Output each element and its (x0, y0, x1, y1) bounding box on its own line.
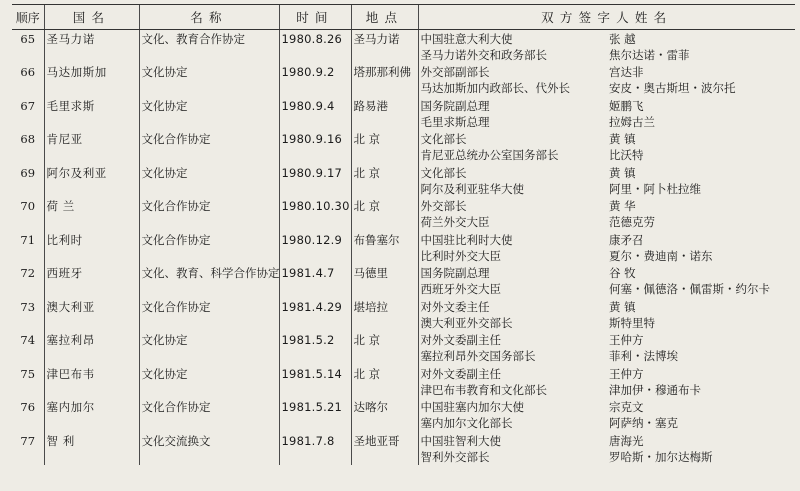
signatory-line (421, 265, 794, 281)
table-row (12, 365, 795, 399)
signatory-title: 比利时外交大臣 (420, 248, 501, 263)
signatory-person: 黄 华 (609, 199, 636, 213)
cell-signatories (418, 63, 795, 97)
signatory-title: 国务院副总理 (420, 266, 490, 280)
signatory-title: 智利外交部长 (420, 449, 490, 464)
signatory-title: 中国驻比利时大使 (420, 232, 513, 247)
signatory-line (421, 98, 794, 114)
cell-agreement-name: 文化协定 (139, 365, 279, 399)
signatory-line (421, 198, 794, 214)
signatory-line (421, 131, 794, 147)
table-row (12, 97, 795, 131)
signatory-line (421, 47, 794, 63)
table-row (12, 398, 795, 432)
signatory-title: 西班牙外交大臣 (420, 282, 501, 296)
cell-agreement-name: 文化协定 (139, 331, 279, 365)
table-row (12, 130, 795, 164)
signatory-person: 阿里・阿卜杜拉维 (609, 181, 701, 196)
cell-no: 67 (20, 98, 36, 113)
cell-country: 西班牙 (44, 264, 139, 298)
cell-place: 达喀尔 (351, 398, 418, 432)
signatory-line (421, 114, 794, 130)
cell-date: 1980.8.26 (279, 30, 351, 64)
header-name: 名称 (139, 5, 279, 30)
cell-no: 72 (20, 266, 36, 280)
header-country: 国名 (44, 5, 139, 30)
header-date: 时间 (279, 5, 351, 30)
signatory-person: 黄 镇 (609, 132, 636, 146)
signatory-person: 唐海光 (609, 433, 644, 448)
signatory-person: 宗克文 (609, 400, 644, 414)
signatory-title: 荷兰外交大臣 (420, 215, 490, 229)
signatory-title: 澳大利亚外交部长 (420, 315, 513, 330)
cell-signatories (418, 432, 795, 466)
cell-date: 1981.5.21 (279, 398, 351, 432)
cell-place: 圣地亚哥 (351, 432, 418, 466)
signatory-line (421, 64, 794, 80)
signatory-line (421, 299, 794, 315)
cell-country: 阿尔及利亚 (44, 164, 139, 198)
signatory-line (421, 232, 794, 248)
signatory-line (421, 181, 794, 197)
cell-signatories (418, 331, 795, 365)
cell-agreement-name: 文化协定 (139, 97, 279, 131)
cell-signatories (418, 298, 795, 332)
cell-country: 肯尼亚 (44, 130, 139, 164)
cell-place: 北 京 (351, 365, 418, 399)
cell-date: 1980.9.17 (279, 164, 351, 198)
signatory-title: 津巴布韦教育和文化部长 (420, 382, 547, 397)
cell-agreement-name: 文化交流换文 (139, 432, 279, 466)
cultural-agreements-table (12, 4, 795, 465)
signatory-line (421, 248, 794, 264)
cell-date: 1981.5.14 (279, 365, 351, 399)
cell-no: 71 (20, 232, 36, 247)
cell-agreement-name: 文化协定 (139, 164, 279, 198)
cell-place: 堪培拉 (351, 298, 418, 332)
cell-date: 1980.9.16 (279, 130, 351, 164)
signatory-line (421, 449, 794, 465)
signatory-person: 斯特里特 (609, 315, 655, 330)
header-signatories: 双方签字人姓名 (418, 5, 795, 30)
cell-no: 76 (20, 400, 36, 414)
signatory-person: 津加伊・穆通布卡 (609, 382, 701, 397)
signatory-person: 王仲方 (609, 366, 644, 381)
signatory-line (421, 433, 794, 449)
cell-no: 68 (20, 132, 36, 146)
table-row (12, 197, 795, 231)
signatory-title: 外交部长 (420, 199, 467, 213)
signatory-person: 菲利・法博埃 (609, 349, 678, 363)
signatory-title: 中国驻意大利大使 (420, 32, 513, 46)
cell-no: 66 (20, 65, 36, 79)
signatory-title: 毛里求斯总理 (420, 114, 490, 129)
header-no: 顺序 (12, 5, 44, 30)
cell-date: 1981.7.8 (279, 432, 351, 466)
signatory-title: 塞拉利昂外交国务部长 (420, 349, 536, 363)
cell-place: 北 京 (351, 197, 418, 231)
signatory-person: 谷 牧 (609, 266, 636, 280)
cell-no: 74 (20, 333, 36, 347)
cell-country: 圣马力诺 (44, 30, 139, 64)
cell-signatories (418, 197, 795, 231)
table-row (12, 331, 795, 365)
signatory-person: 何塞・佩德洛・佩雷斯・约尔卡 (609, 282, 770, 296)
cell-place: 北 京 (351, 164, 418, 198)
signatory-person: 安皮・奥古斯坦・波尔托 (609, 81, 736, 95)
cell-country: 津巴布韦 (44, 365, 139, 399)
signatory-line (421, 399, 794, 415)
table-row (12, 231, 795, 265)
table-row (12, 298, 795, 332)
signatory-line (421, 165, 794, 181)
table-body (12, 30, 795, 466)
signatory-person: 黄 镇 (609, 299, 636, 314)
cell-no: 73 (20, 299, 36, 314)
signatory-person: 黄 镇 (609, 165, 636, 180)
signatory-line (421, 332, 794, 348)
cell-date: 1980.9.4 (279, 97, 351, 131)
cell-agreement-name: 文化合作协定 (139, 231, 279, 265)
cell-no: 65 (20, 32, 36, 46)
signatory-line (421, 31, 794, 47)
signatory-person: 范德克劳 (609, 215, 655, 229)
cell-place: 北 京 (351, 130, 418, 164)
cell-agreement-name: 文化、教育、科学合作协定 (139, 264, 279, 298)
cell-signatories (418, 130, 795, 164)
cell-signatories (418, 365, 795, 399)
cell-country: 塞拉利昂 (44, 331, 139, 365)
cell-no: 77 (20, 433, 36, 448)
signatory-title: 对外文委主任 (420, 299, 490, 314)
signatory-line (421, 366, 794, 382)
signatory-title: 中国驻塞内加尔大使 (420, 400, 524, 414)
cell-date: 1981.5.2 (279, 331, 351, 365)
signatory-person: 姬鹏飞 (609, 98, 644, 113)
cell-date: 1980.12.9 (279, 231, 351, 265)
signatory-title: 文化部长 (420, 165, 467, 180)
cell-place: 路易港 (351, 97, 418, 131)
signatory-person: 焦尔达诺・雷菲 (609, 48, 690, 62)
cell-agreement-name: 文化合作协定 (139, 298, 279, 332)
signatory-person: 夏尔・费迪南・诺东 (609, 248, 713, 263)
signatory-line (421, 315, 794, 331)
cell-country: 毛里求斯 (44, 97, 139, 131)
cell-date: 1980.10.30 (279, 197, 351, 231)
signatory-line (421, 214, 794, 230)
table-row (12, 164, 795, 198)
signatory-title: 圣马力诺外交和政务部长 (420, 48, 547, 62)
cell-country: 塞内加尔 (44, 398, 139, 432)
signatory-line (421, 415, 794, 431)
cell-place: 圣马力诺 (351, 30, 418, 64)
cell-signatories (418, 30, 795, 64)
table-row (12, 264, 795, 298)
signatory-person: 罗哈斯・加尔达梅斯 (609, 449, 713, 464)
cell-signatories (418, 231, 795, 265)
cell-no: 75 (20, 366, 36, 381)
cell-agreement-name: 文化合作协定 (139, 197, 279, 231)
signatory-title: 文化部长 (420, 132, 467, 146)
header-place: 地点 (351, 5, 418, 30)
signatory-title: 对外文委副主任 (420, 333, 501, 347)
signatory-line (421, 382, 794, 398)
signatory-person: 王仲方 (609, 333, 644, 347)
cell-agreement-name: 文化、教育合作协定 (139, 30, 279, 64)
signatory-line (421, 348, 794, 364)
cell-agreement-name: 文化合作协定 (139, 130, 279, 164)
signatory-line (421, 281, 794, 297)
cell-country: 马达加斯加 (44, 63, 139, 97)
signatory-title: 塞内加尔文化部长 (420, 416, 513, 430)
cell-place: 布鲁塞尔 (351, 231, 418, 265)
signatory-title: 对外文委副主任 (420, 366, 501, 381)
cell-country: 荷 兰 (44, 197, 139, 231)
cell-date: 1981.4.7 (279, 264, 351, 298)
cell-signatories (418, 398, 795, 432)
signatory-title: 肯尼亚总统办公室国务部长 (420, 148, 559, 162)
signatory-person: 拉姆古兰 (609, 114, 655, 129)
cell-date: 1981.4.29 (279, 298, 351, 332)
signatory-line (421, 147, 794, 163)
cell-no: 69 (20, 165, 36, 180)
signatory-title: 中国驻智利大使 (420, 433, 501, 448)
signatory-person: 康矛召 (609, 232, 644, 247)
cell-place: 北 京 (351, 331, 418, 365)
cell-date: 1980.9.2 (279, 63, 351, 97)
table-row (12, 30, 795, 64)
table-row (12, 63, 795, 97)
cell-agreement-name: 文化协定 (139, 63, 279, 97)
cell-place: 马德里 (351, 264, 418, 298)
cell-country: 比利时 (44, 231, 139, 265)
signatory-person: 张 越 (609, 32, 636, 46)
signatory-person: 阿萨纳・塞克 (609, 416, 678, 430)
cell-place: 塔那那利佛 (351, 63, 418, 97)
table-row (12, 432, 795, 466)
cell-no: 70 (20, 199, 36, 213)
signatory-line (421, 80, 794, 96)
cell-signatories (418, 97, 795, 131)
signatory-title: 马达加斯加内政部长、代外长 (420, 81, 570, 95)
cell-country: 智 利 (44, 432, 139, 466)
signatory-person: 比沃特 (609, 148, 644, 162)
cell-signatories (418, 164, 795, 198)
signatory-title: 阿尔及利亚驻华大使 (420, 181, 524, 196)
signatory-person: 宫达非 (609, 65, 644, 79)
signatory-title: 国务院副总理 (420, 98, 490, 113)
cell-agreement-name: 文化合作协定 (139, 398, 279, 432)
signatory-title: 外交部副部长 (420, 65, 490, 79)
cell-signatories (418, 264, 795, 298)
cell-country: 澳大利亚 (44, 298, 139, 332)
table-header (12, 5, 795, 30)
